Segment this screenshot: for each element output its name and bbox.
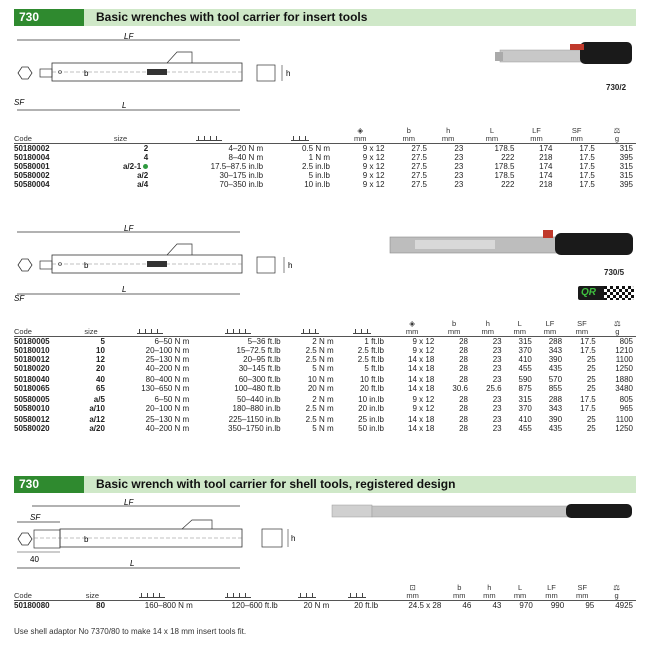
table-cell: 390 [548,415,563,424]
qr-badge [578,286,634,300]
table-cell: 10 N m [307,375,334,384]
table-cell: 1880 [615,375,633,384]
table-cell: 2.5 N m [305,354,334,364]
table-cell: 178.5 [466,144,517,154]
table-cell: 20 N m [281,601,333,611]
size-cell: a/10 [89,403,105,413]
table-cell: 23 [454,170,464,180]
table-cell: 23 [430,144,466,154]
table-row [14,180,636,189]
table-cell: 25 [586,383,596,393]
sf-label: SF [14,98,25,107]
l-label: L [122,285,127,294]
table-cell: 315 [505,337,535,347]
table-cell: 160–800 N m [108,601,196,611]
article-code: 50180012 [14,354,50,364]
scale-icon [281,592,333,601]
drive-icon: ◈ [357,126,364,135]
table-cell: 20 ft.lb [359,383,384,393]
range-icon [192,328,283,337]
table-cell: 343 [548,403,563,413]
drive-icon: ◈ [409,319,416,328]
table-cell: 2.5 ft.lb [357,354,384,364]
table-cell: 9 x 12 [362,179,385,189]
table-cell: 218 [539,152,553,162]
table-cell: 25 [586,375,596,384]
article-code: 50580002 [14,170,50,180]
table-cell: 315 [619,170,633,180]
table-cell: 9 x 12 [362,161,385,171]
range-icon [108,592,196,601]
size-cell: 4 [143,152,149,162]
dimension-drawing-1 [12,30,312,125]
table-cell: 14 x 18 [408,354,435,364]
table-cell: 27.5 [411,152,427,162]
table-cell: 27.5 [411,161,427,171]
table-cell: 1250 [615,363,633,373]
size-cell: 10 [96,345,105,355]
table-cell: 14 x 18 [408,423,435,433]
section-number: 730 [14,476,84,493]
table-row [14,171,636,180]
spec-table-3: ⊡ b h L LF SF ⚖ Code size mm mm mm mm mm mm g 50180080 80 160–800 N m 120–600 ft.lb 20 N m 20 ft.lb 24.5 x 28 46 43 970 990 95 4925 [14,584,636,610]
footnote: Use shell adaptor No 7370/80 to make 14 x 18 mm insert tools fit. [14,627,247,636]
table-row [14,162,636,171]
table-cell: 17.5 [556,144,598,154]
size-cell: a/20 [89,423,105,433]
table-cell: 20 N m [307,383,334,393]
table-cell: 455 [518,423,532,433]
table-cell: 120–600 ft.lb [196,601,281,611]
table-cell: 20–100 N m [145,345,190,355]
table-cell: 60–300 ft.lb [238,375,281,384]
size-cell: 80 [77,601,108,611]
table-cell: 288 [548,395,563,404]
article-code: 50180002 [14,144,90,154]
table-row [14,424,636,433]
table-cell: 5 N m [312,363,334,373]
table-cell: 174 [517,144,555,154]
dimension-drawing-2 [12,222,312,307]
table-cell: 0.5 N m [266,144,333,154]
table-cell: 410 [518,415,532,424]
article-code: 50180040 [14,375,50,384]
table-cell: 17.5 [579,170,595,180]
table-cell: 25 [586,354,596,364]
section-title: Basic wrench with tool carrier for shell tools, registered design [96,477,456,491]
size-cell: 12 [96,354,105,364]
table-cell: 875 [518,383,532,393]
table-cell: 23 [492,415,502,424]
wrench-photo-2 [385,225,635,270]
size-cell: 5 [74,337,108,347]
article-code: 50580020 [14,423,50,433]
size-cell: a/2-1 [90,162,151,171]
table-cell: 5 ft.lb [364,363,384,373]
scale-icon [337,328,387,337]
table-cell: 174 [539,170,553,180]
table-cell: 25–130 N m [145,415,190,424]
table-cell: 25 [586,363,596,373]
table-cell: 5 in.lb [308,170,330,180]
table-cell: 23 [492,375,502,384]
table-cell: 40–200 N m [145,363,190,373]
table-cell: 2.5 ft.lb [357,345,384,355]
wrench-photo-1 [420,30,635,85]
article-code: 50180065 [14,383,50,393]
table-cell: 4925 [597,601,636,611]
checkered-flag-icon [604,286,634,300]
table-cell: 25 [586,415,596,424]
sf-label: SF [14,294,25,303]
table-cell: 50–440 in.lb [236,395,281,404]
table-cell: 80–400 N m [145,375,190,384]
table-cell: 23 [454,161,464,171]
article-code: 50180004 [14,152,50,162]
table-cell: 20–100 N m [145,403,190,413]
dim-40-label: 40 [30,555,39,564]
table-cell: 95 [567,601,597,611]
table-cell: 970 [504,601,535,611]
table-cell: 178.5 [494,161,515,171]
b-label: b [84,69,89,78]
table-cell: 17.5 [580,395,596,404]
dimension-drawing-3 [12,496,312,576]
table-cell: 10 in.lb [304,179,330,189]
table-cell: 70–350 in.lb [219,179,264,189]
article-code: 50580001 [14,161,50,171]
table-row [14,373,636,384]
table-cell: 1 N m [308,152,330,162]
model-label-730-5: 730/5 [604,268,625,277]
size-cell: a/12 [89,415,105,424]
size-cell: 40 [96,375,105,384]
table-cell: 1 ft.lb [337,337,387,347]
table-cell: 46 [444,601,474,611]
table-cell: 1100 [615,354,633,364]
b-label: b [84,261,89,270]
table-cell: 315 [619,161,633,171]
l-label: L [122,101,127,110]
section-header-1 [14,9,636,26]
article-code: 50180080 [14,601,77,611]
table-cell: 435 [548,423,563,433]
table-cell: 20 ft.lb [332,601,381,611]
table-cell: 805 [599,337,636,347]
table-cell: 17.5 [580,345,596,355]
table-cell: 370 [518,403,532,413]
size-cell: a/4 [137,179,149,189]
table-cell: 5–36 ft.lb [192,337,283,347]
table-cell: 17.5 [580,403,596,413]
table-row [14,384,636,393]
table-cell: 2.5 in.lb [301,161,330,171]
table-cell: 30.6 [452,383,468,393]
article-code: 50580005 [14,395,50,404]
table-cell: 43 [474,601,504,611]
h-label: h [288,261,293,270]
table-cell: 6–50 N m [108,337,192,347]
spec-table-1: ◈ b h L LF SF ⚖ Code size mm mm mm mm mm mm g 50180002 2 4–20 N m 0.5 N m 9 x 12 27.5 23 178.5 174 17.5 315 50180004 4 8–40 N m 1 N m 9 x 12 27.5 23 222 218 17.5 395 50580001 a/2-1 17.5–87.5 in.lb 2.5 in.lb 9 x 12 27.5 23 178.5 174 17.5 315 50580002 a/2 30–175 in.lb 5 in.lb 9 x 12 27.5 23 178.5 174 17.5 315 50580004 a/4 70–350 in.lb 10 in.lb 9 x 12 27.5 23 222 218 17.5 395 [14,127,636,189]
scale-icon [266,135,333,144]
table-cell: 370 [518,345,532,355]
weight-icon: ⚖ [613,126,621,135]
table-cell: 25–130 N m [145,354,190,364]
table-row [14,413,636,424]
table-cell: 25 in.lb [358,415,384,424]
model-label-730-2: 730/2 [606,83,627,92]
table-cell: 14 x 18 [408,415,435,424]
table-cell: 174 [539,161,553,171]
table-row [14,144,636,154]
table-cell: 28 [459,363,468,373]
table-cell: 30–175 in.lb [219,170,264,180]
table-cell: 14 x 18 [408,383,435,393]
table-row [14,346,636,355]
table-cell: 28 [459,423,468,433]
table-row [14,393,636,404]
size-cell: a/2 [137,170,149,180]
table-cell: 10 ft.lb [359,375,384,384]
table-cell: 3480 [615,383,633,393]
table-cell: 28 [459,345,468,355]
table-cell: 455 [518,363,532,373]
h-label: h [286,69,291,78]
table-cell: 178.5 [494,170,515,180]
table-cell: 28 [459,395,468,404]
table-cell: 288 [535,337,565,347]
table-row [14,355,636,364]
table-cell: 23 [492,363,502,373]
table-row [14,364,636,373]
table-cell: 395 [619,179,633,189]
table-cell: 10 in.lb [358,395,384,404]
table-cell: 28 [459,375,468,384]
table-cell: 23 [492,403,502,413]
table-cell: 27.5 [411,170,427,180]
table-cell: 23 [492,354,502,364]
table-cell: 5 N m [312,423,334,433]
table-cell: 1250 [615,423,633,433]
weight-icon: ⚖ [613,583,620,592]
table-cell: 23 [492,423,502,433]
new-item-dot-icon [143,164,148,169]
table-cell: 9 x 12 [362,170,385,180]
table-cell: 395 [619,152,633,162]
table-cell: 9 x 12 [412,403,435,413]
table-row [14,153,636,162]
table-cell: 9 x 12 [412,345,435,355]
range-icon [108,328,192,337]
table-cell: 2 N m [312,395,334,404]
table-cell: 180–880 in.lb [232,403,281,413]
table-cell: 23 [454,179,464,189]
table-cell: 100–480 ft.lb [234,383,281,393]
table-cell: 218 [539,179,553,189]
table-cell: 4–20 N m [151,144,266,154]
range-icon [196,592,281,601]
size-cell: 65 [96,383,105,393]
sf-label: SF [30,513,41,522]
size-cell: 20 [96,363,105,373]
table-cell: 435 [548,363,563,373]
table-cell: 9 x 12 [412,395,435,404]
lf-label: LF [124,498,134,507]
table-cell: 6–50 N m [154,395,190,404]
table-cell: 965 [619,403,633,413]
table-cell: 1100 [615,415,633,424]
section-number: 730 [14,9,84,26]
article-code: 50580012 [14,415,50,424]
weight-icon: ⚖ [614,319,621,328]
article-code: 50180010 [14,345,50,355]
table-cell: 805 [619,395,633,404]
table-cell: 24.5 x 28 [381,601,444,611]
article-code: 50580004 [14,179,50,189]
table-cell: 20 in.lb [358,403,384,413]
b-label: b [84,535,89,544]
table-cell: 350–1750 in.lb [228,423,281,433]
table-cell: 14 x 18 [408,363,435,373]
table-cell: 9 x 12 [362,152,385,162]
qr-label: QR [581,287,596,298]
table-cell: 17.5 [565,337,599,347]
section-header-3 [14,476,636,493]
table-cell: 390 [548,354,563,364]
table-cell: 25.6 [486,383,502,393]
table-cell: 17.5 [579,161,595,171]
table-cell: 2 N m [284,337,337,347]
table-cell: 50 in.lb [358,423,384,433]
l-label: L [130,559,135,568]
table-cell: 17.5 [579,179,595,189]
table-cell: 25 [586,423,596,433]
h-label: h [291,534,296,543]
table-cell: 23 [471,337,505,347]
article-code: 50180020 [14,363,50,373]
article-code: 50580010 [14,403,50,413]
table-cell: 2.5 N m [305,345,334,355]
size-cell: 2 [90,144,151,154]
table-cell: 222 [501,179,515,189]
table-cell: 130–650 N m [141,383,190,393]
article-code: 50180005 [14,337,74,347]
spec-table-2: ◈ b h L LF SF ⚖ Code size mm mm mm mm mm mm g 50180005 5 6–50 N m 5–36 ft.lb 2 N m 1 ft.lb 9 x 12 28 23 315 288 17.5 805 50180010 10 20–100 N m 15–72.5 ft.lb 2.5 N m 2.5 ft.lb 9 x 12 28 23 370 343 17.5 1210 50180012 12 25–130 N m 20–95 ft.lb 2.5 N m 2.5 ft.lb 14 x 18 28 23 410 390 25 1100 50180020 20 40–200 N m 30–145 ft.lb 5 N m 5 ft.lb 14 x 18 28 23 455 435 25 1250 50180040 40 80–400 N m 60–300 ft.lb 10 N m 10 ft.lb 14 x 18 28 23 590 570 25 1880 50180065 65 130–650 N m 100–480 ft.lb 20 N m 20 ft.lb 14 x 18 30.6 25.6 875 855 25 3480 50580005 a/5 6–50 N m 50–440 in.lb 2 N m 10 in.lb 9 x 12 28 23 315 288 17.5 805 50580010 a/10 20–100 N m 180–880 in.lb 2.5 N m 20 in.lb 9 x 12 28 23 370 343 17.5 965 50580012 a/12 25–130 N m 225–1150 in.lb 2.5 N m 25 in.lb 14 x 18 28 23 410 390 25 1100 50580020 a/20 40–200 N m 350–1750 in.lb 5 N m 50 in.lb 14 x 18 28 23 455 435 25 1250 [14,320,636,433]
table-cell: 23 [492,345,502,355]
table-cell: 1210 [615,345,633,355]
table-cell: 855 [548,383,563,393]
table-cell: 9 x 12 [333,144,388,154]
table-cell: 315 [518,395,532,404]
table-cell: 222 [501,152,515,162]
square-drive-icon: ⊡ [409,583,416,592]
table-cell: 28 [459,403,468,413]
lf-label: LF [124,32,134,41]
table-cell: 8–40 N m [228,152,264,162]
table-cell: 315 [598,144,636,154]
table-row [14,601,636,611]
table-cell: 570 [548,375,563,384]
table-row [14,404,636,413]
size-cell: a/5 [93,395,105,404]
table-cell: 14 x 18 [408,375,435,384]
table-cell: 27.5 [411,179,427,189]
lf-label: LF [124,224,134,233]
table-cell: 17.5 [579,152,595,162]
table-row [14,337,636,347]
table-cell: 30–145 ft.lb [238,363,281,373]
table-cell: 40–200 N m [145,423,190,433]
scale-icon [284,328,337,337]
range-icon [151,135,266,144]
table-cell: 23 [454,152,464,162]
table-cell: 410 [518,354,532,364]
table-cell: 15–72.5 ft.lb [236,345,281,355]
table-cell: 9 x 12 [387,337,437,347]
table-cell: 27.5 [388,144,430,154]
table-cell: 28 [459,415,468,424]
table-cell: 2.5 N m [305,415,334,424]
table-cell: 343 [548,345,563,355]
table-cell: 2.5 N m [305,403,334,413]
table-cell: 990 [536,601,567,611]
section-title: Basic wrenches with tool carrier for insert tools [96,10,368,24]
table-cell: 225–1150 in.lb [228,415,281,424]
table-cell: 23 [492,395,502,404]
table-cell: 28 [459,354,468,364]
wrench-photo-3 [330,497,635,527]
scale-icon [332,592,381,601]
table-cell: 590 [518,375,532,384]
table-cell: 28 [437,337,471,347]
table-cell: 17.5–87.5 in.lb [210,161,264,171]
table-cell: 20–95 ft.lb [243,354,281,364]
